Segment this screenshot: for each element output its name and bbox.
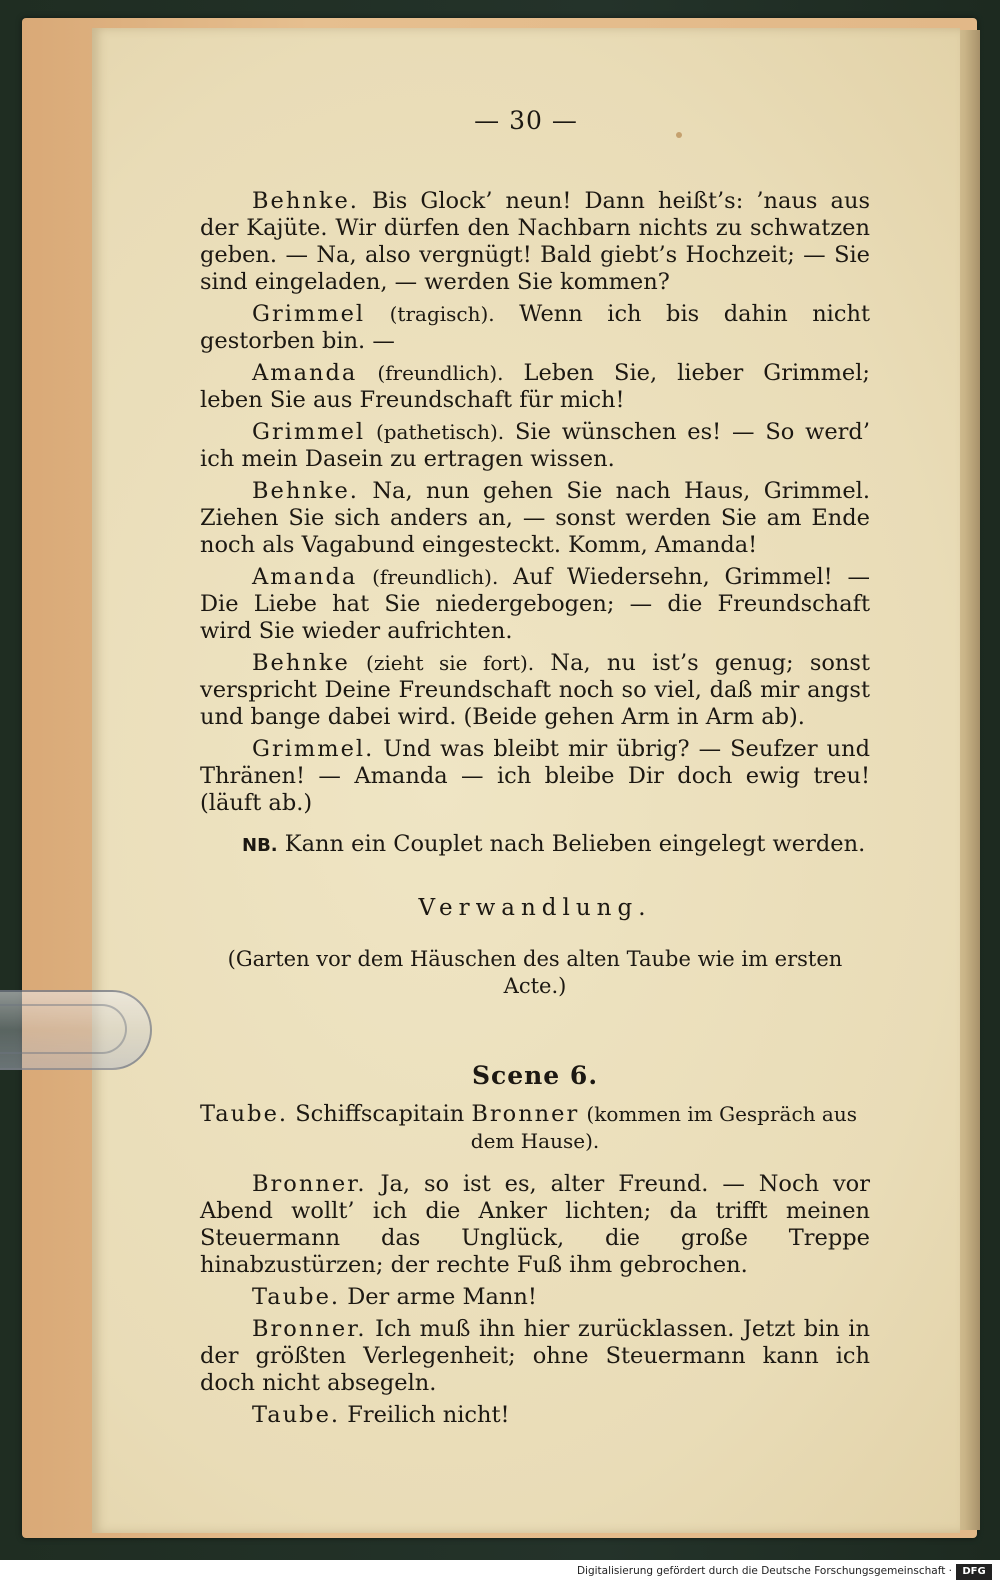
digitization-footer — [0, 1560, 1000, 1585]
scene-setting: (Garten vor dem Häuschen des alten Taube wie im ersten Acte.) — [227, 947, 843, 998]
dialogue-paragraph — [200, 1284, 870, 1311]
dialogue-paragraph — [200, 1316, 870, 1397]
page-number: — 30 — — [474, 106, 578, 135]
dialogue-paragraph — [200, 301, 870, 355]
nb-note — [200, 831, 870, 859]
stage-direction: (pathetisch). — [375, 420, 505, 444]
dialogue-paragraph — [200, 478, 870, 559]
speaker-name: Grimmel. — [252, 736, 375, 762]
speaker-name: Behnke. — [252, 188, 359, 214]
stage-direction: (zieht sie fort). — [366, 651, 535, 675]
dialogue-text: Na, nun gehen Sie nach Haus, Grimmel. Ziehen Sie sich anders an, — sonst werden Sie am Ende noch als Vagabund eingesteckt. Komm, Amanda! — [200, 478, 870, 558]
dialogue-paragraph — [200, 188, 870, 296]
speaker-name: Grimmel — [252, 301, 366, 327]
dialogue-text: Ich muß ihn hier zurücklassen. Jetzt bin in der größten Verlegenheit; ohne Steuermann kann ich doch nicht absegeln. — [200, 1316, 870, 1396]
dialogue-paragraph — [200, 564, 870, 645]
stage-direction: (kommen im Gespräch aus — [586, 1102, 857, 1126]
speaker-name: Taube. — [252, 1284, 341, 1310]
text-body — [200, 188, 870, 1429]
footer-credit: Digitalisierung gefördert durch die Deutsche Forschungsgemeinschaft · — [576, 1565, 952, 1577]
speaker-name: Behnke — [252, 650, 350, 676]
speaker-name: Behnke. — [252, 478, 359, 504]
dialogue-text: Und was bleibt mir übrig? — Seufzer und Thränen! — Amanda — ich bleibe Dir doch ewig treu! (läuft ab.) — [200, 736, 871, 816]
dialogue-paragraph — [200, 650, 870, 731]
speaker-name: Amanda — [252, 360, 358, 386]
dialogue-text: Sie wünschen es! — So werd’ ich mein Dasein zu ertragen wissen. — [200, 419, 870, 472]
stage-direction: (freundlich). — [372, 565, 499, 589]
speaker-name: Bronner. — [252, 1171, 367, 1197]
dialogue-paragraph — [200, 360, 870, 414]
dialogue-paragraph — [200, 1402, 870, 1429]
speaker-name: Grimmel — [252, 419, 366, 445]
dialogue-paragraph — [200, 419, 870, 473]
dfg-logo-icon: DFG — [956, 1564, 992, 1580]
dialogue-text: Freilich nicht! — [347, 1402, 510, 1428]
dialogue-text: Bis Glock’ neun! Dann heißt’s: ’naus aus der Kajüte. Wir dürfen den Nachbarn nichts zu schwatzen geben. — Na, also vergnügt! Bald giebt’s Hochzeit; — Sie sind eingeladen, — werden Sie kommen? — [200, 188, 870, 295]
dialogue-paragraph — [200, 736, 870, 817]
dialogue-text: Wenn ich bis dahin nicht gestorben bin. — — [200, 301, 871, 354]
person-name: Bronner — [471, 1101, 580, 1127]
stage-direction: (tragisch). — [389, 302, 495, 326]
person-title: Schiffscapitain — [295, 1101, 465, 1127]
page-clip-inner — [0, 1004, 127, 1054]
scene-persons — [200, 1101, 870, 1155]
speaker-name: Amanda — [252, 564, 358, 590]
stage-direction: dem Hause). — [470, 1129, 600, 1153]
nb-text: Kann ein Couplet nach Belieben eingelegt werden. — [284, 831, 866, 857]
dialogue-paragraph — [200, 1171, 870, 1279]
dialogue-text: Ja, so ist es, alter Freund. — Noch vor Abend wollt’ ich die Anker lichten; da trifft meinen Steuermann das Unglück, die große Treppe hinabzustürzen; der rechte Fuß ihm gebrochen. — [200, 1171, 870, 1278]
stage-direction: (freundlich). — [377, 361, 504, 385]
nb-label: NB. — [242, 835, 278, 856]
section-heading: Verwandlung. — [418, 895, 652, 921]
book-page — [92, 28, 960, 1533]
person-name: Taube. — [200, 1101, 289, 1127]
dialogue-text: Leben Sie, lieber Grimmel; leben Sie aus Freundschaft für mich! — [200, 360, 870, 413]
speaker-name: Bronner. — [252, 1316, 367, 1342]
dialogue-text: Na, nu ist’s genug; sonst verspricht Deine Freundschaft noch so viel, daß mir angst und bange dabei wird. (Beide gehen Arm in Arm ab). — [200, 650, 871, 730]
scene-title: Scene 6. — [471, 1061, 599, 1090]
dialogue-text: Auf Wiedersehn, Grimmel! — Die Liebe hat Sie niedergebogen; — die Freundschaft wird Sie wieder aufrichten. — [200, 564, 870, 644]
speaker-name: Taube. — [252, 1402, 341, 1428]
dialogue-text: Der arme Mann! — [347, 1284, 537, 1310]
